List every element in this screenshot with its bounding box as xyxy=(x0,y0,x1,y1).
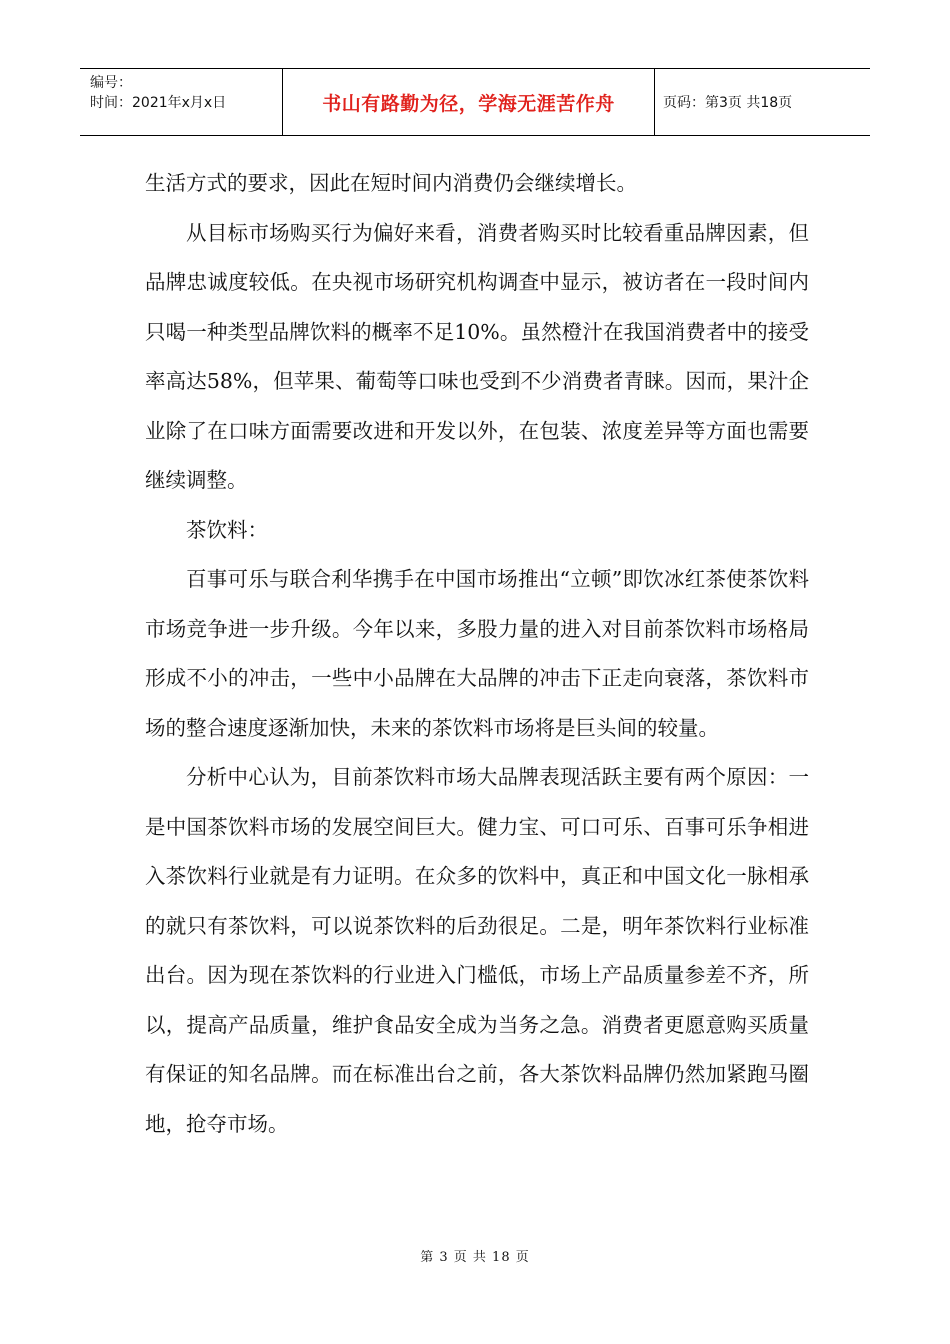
paragraph: 生活方式的要求，因此在短时间内消费仍会继续增长。 xyxy=(145,171,637,195)
paragraph: 从目标市场购买行为偏好来看，消费者购买时比较看重品牌因素，但品牌忠诚度较低。在央视市场研究机构调查中显示，被访者在一段时间内只喝一种类型品牌饮料的概率不足10%。虽然橙汁在我国消费者中的接受率高达58%，但苹果、葡萄等口味也受到不少消费者青睐。因而，果汁企业除了在口味方面需要改进和开发以外，在包装、浓度差异等方面也需要继续调整。 xyxy=(145,220,809,492)
page-footer: 第 3 页 共 18 页 xyxy=(420,1250,530,1265)
header-meta-cell xyxy=(80,69,283,135)
document-number-label: 编号： xyxy=(90,75,132,91)
page-header xyxy=(80,68,870,136)
document-body xyxy=(145,159,809,1149)
document-date-label: 时间：2021年x月x日 xyxy=(90,95,227,111)
paragraph: 分析中心认为，目前茶饮料市场大品牌表现活跃主要有两个原因：一是中国茶饮料市场的发展空间巨大。健力宝、可口可乐、百事可乐争相进入茶饮料行业就是有力证明。在众多的饮料中，真正和中国文化一脉相承的就只有茶饮料，可以说茶饮料的后劲很足。二是，明年茶饮料行业标准出台。因为现在茶饮料的行业进入门槛低，市场上产品质量参差不齐，所以，提高产品质量，维护食品安全成为当务之急。消费者更愿意购买质量有保证的知名品牌。而在标准出台之前，各大茶饮料品牌仍然加紧跑马圈地，抢夺市场。 xyxy=(145,765,809,1136)
section-heading-tea-drinks: 茶饮料： xyxy=(186,517,268,542)
header-motto: 书山有路勤为径，学海无涯苦作舟 xyxy=(283,69,655,135)
header-page-info: 页码：第3页 共18页 xyxy=(663,95,793,111)
paragraph: 百事可乐与联合利华携手在中国市场推出“立顿”即饮冰红茶使茶饮料市场竞争进一步升级。今年以来，多股力量的进入对目前茶饮料市场格局形成不小的冲击，一些中小品牌在大品牌的冲击下正走向衰落，茶饮料市场的整合速度逐渐加快，未来的茶饮料市场将是巨头间的较量。 xyxy=(145,567,809,740)
